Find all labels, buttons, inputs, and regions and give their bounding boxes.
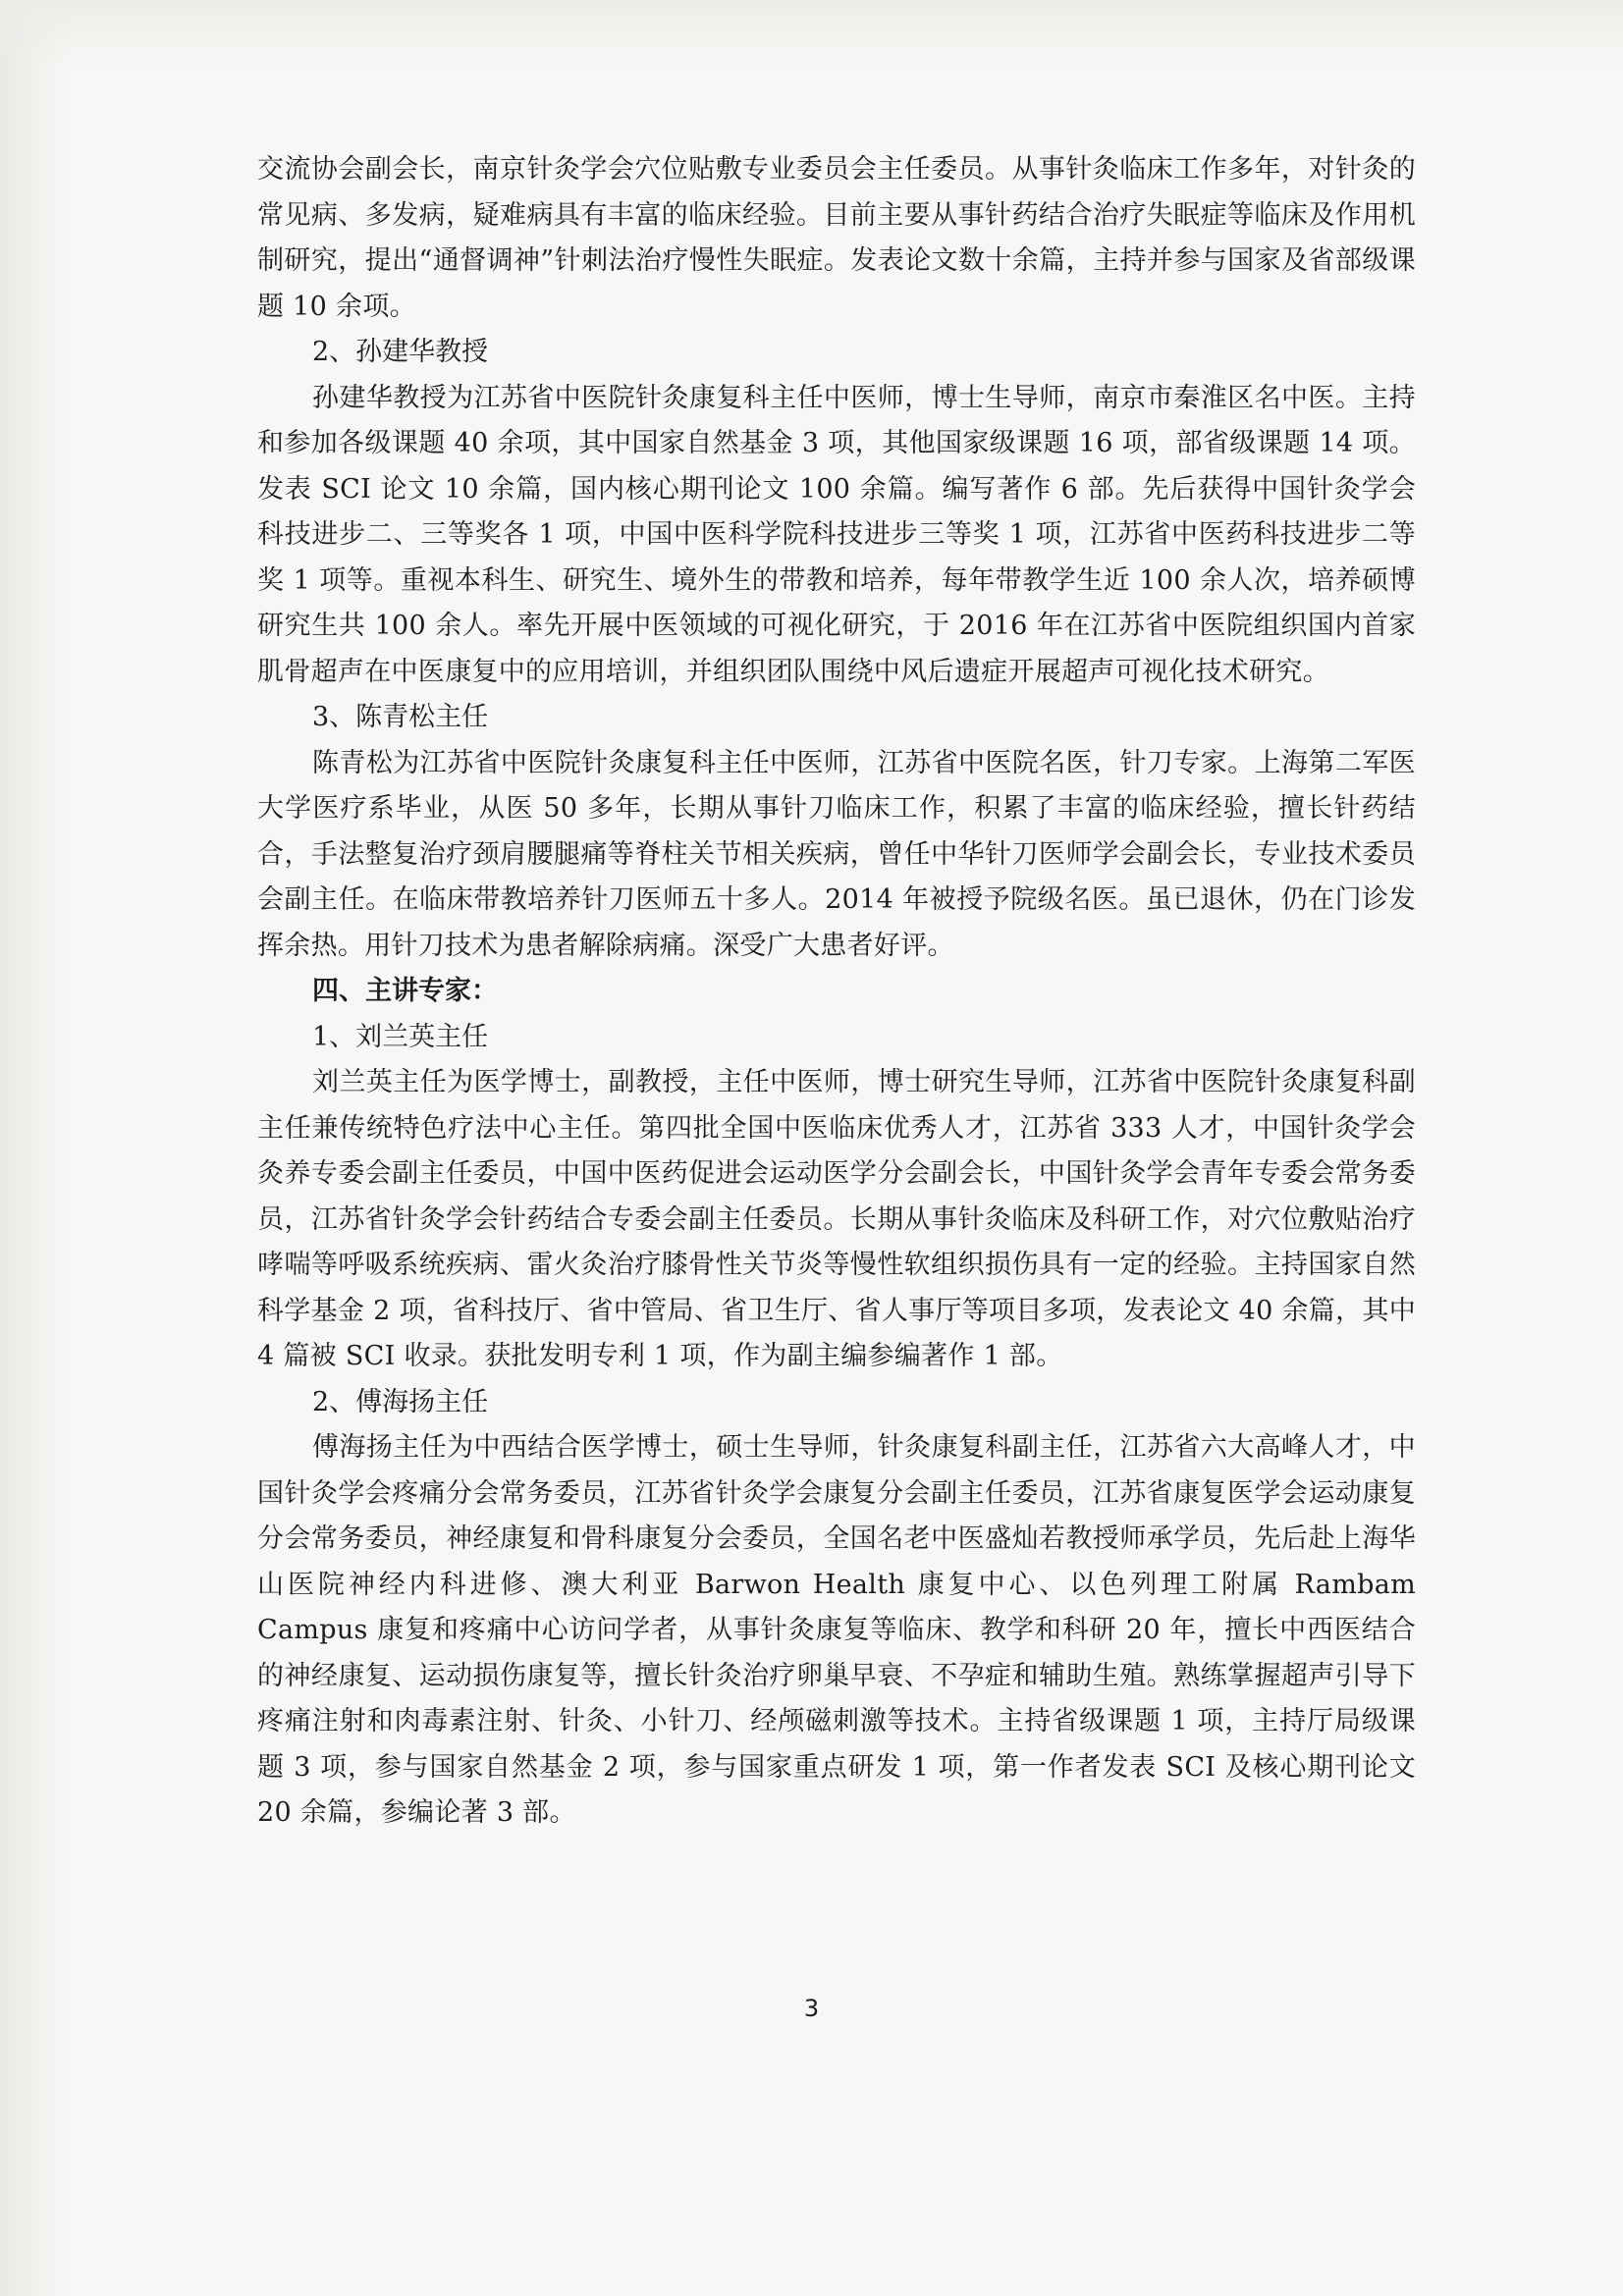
document-body [257, 147, 1416, 1837]
intro-paragraph: 交流协会副会长，南京针灸学会穴位贴敷专业委员会主任委员。从事针灸临床工作多年，对针灸的常见病、多发病，疑难病具有丰富的临床经验。目前主要从事针药结合治疗失眠症等临床及作用机制研究，提出“通督调神”针刺法治疗慢性失眠症。发表论文数十余篇，主持并参与国家及省部级课题 10 余项。 [257, 154, 1416, 322]
fu-haiyang-paragraph: 傅海扬主任为中西结合医学博士，硕士生导师，针灸康复科副主任，江苏省六大高峰人才，中国针灸学会疼痛分会常务委员，江苏省针灸学会康复分会副主任委员，江苏省康复医学会运动康复分会常务委员，神经康复和骨科康复分会委员，全国名老中医盛灿若教授师承学员，先后赴上海华山医院神经内科进修、澳大利亚 Barwon Health 康复中心、以色列理工附属 Rambam Campus 康复和疼痛中心访问学者，从事针灸康复等临床、教学和科研 20 年，擅长中西医结合的神经康复、运动损伤康复等，擅长针灸治疗卵巢早衰、不孕症和辅助生殖。熟练掌握超声引导下疼痛注射和肉毒素注射、针灸、小针刀、经颅磁刺激等技术。主持省级课题 1 项，主持厅局级课题 3 项，参与国家自然基金 2 项，参与国家重点研发 1 项，第一作者发表 SCI 及核心期刊论文 20 余篇，参编论著 3 部。 [257, 1432, 1416, 1828]
liu-lanying-heading: 1、刘兰英主任 [312, 1021, 489, 1052]
liu-lanying-paragraph: 刘兰英主任为医学博士，副教授，主任中医师，博士研究生导师，江苏省中医院针灸康复科副主任兼传统特色疗法中心主任。第四批全国中医临床优秀人才，江苏省 333 人才，中国针灸学会灸养专委会副主任委员，中国中医药促进会运动医学分会副会长，中国针灸学会青年专委会常务委员，江苏省针灸学会针药结合专委会副主任委员。长期从事针灸临床及科研工作，对穴位敷贴治疗哮喘等呼吸系统疾病、雷火灸治疗膝骨性关节炎等慢性软组织损伤具有一定的经验。主持国家自然科学基金 2 项，省科技厅、省中管局、省卫生厅、省人事厅等项目多项，发表论文 40 余篇，其中 4 篇被 SCI 收录。获批发明专利 1 项，作为副主编参编著作 1 部。 [257, 1067, 1416, 1371]
chen-qingsong-paragraph: 陈青松为江苏省中医院针灸康复科主任中医师，江苏省中医院名医，针刀专家。上海第二军医大学医疗系毕业，从医 50 多年，长期从事针刀临床工作，积累了丰富的临床经验，擅长针药结合，手法整复治疗颈肩腰腿痛等脊柱关节相关疾病，曾任中华针刀医师学会副会长，专业技术委员会副主任。在临床带教培养针刀医师五十多人。2014 年被授予院级名医。虽已退休，仍在门诊发挥余热。用针刀技术为患者解除病痛。深受广大患者好评。 [257, 747, 1416, 961]
sun-jianhua-paragraph: 孙建华教授为江苏省中医院针灸康复科主任中医师，博士生导师，南京市秦淮区名中医。主持和参加各级课题 40 余项，其中国家自然基金 3 项，其他国家级课题 16 项，部省级课题 14 项。发表 SCI 论文 10 余篇，国内核心期刊论文 100 余篇。编写著作 6 部。先后获得中国针灸学会科技进步二、三等奖各 1 项，中国中医科学院科技进步三等奖 1 项，江苏省中医药科技进步二等奖 1 项等。重视本科生、研究生、境外生的带教和培养，每年带教学生近 100 余人次，培养硕博研究生共 100 余人。率先开展中医领域的可视化研究，于 2016 年在江苏省中医院组织国内首家肌骨超声在中医康复中的应用培训，并组织团队围绕中风后遗症开展超声可视化技术研究。 [257, 382, 1416, 687]
sun-jianhua-heading: 2、孙建华教授 [312, 337, 489, 367]
chen-qingsong-heading: 3、陈青松主任 [312, 702, 489, 732]
section-four-heading: 四、主讲专家： [312, 976, 498, 1006]
fu-haiyang-heading: 2、傅海扬主任 [312, 1386, 489, 1417]
page-number: 3 [803, 1995, 820, 2022]
scan-shadow [0, 0, 69, 2296]
scan-shadow-top [0, 0, 1623, 69]
